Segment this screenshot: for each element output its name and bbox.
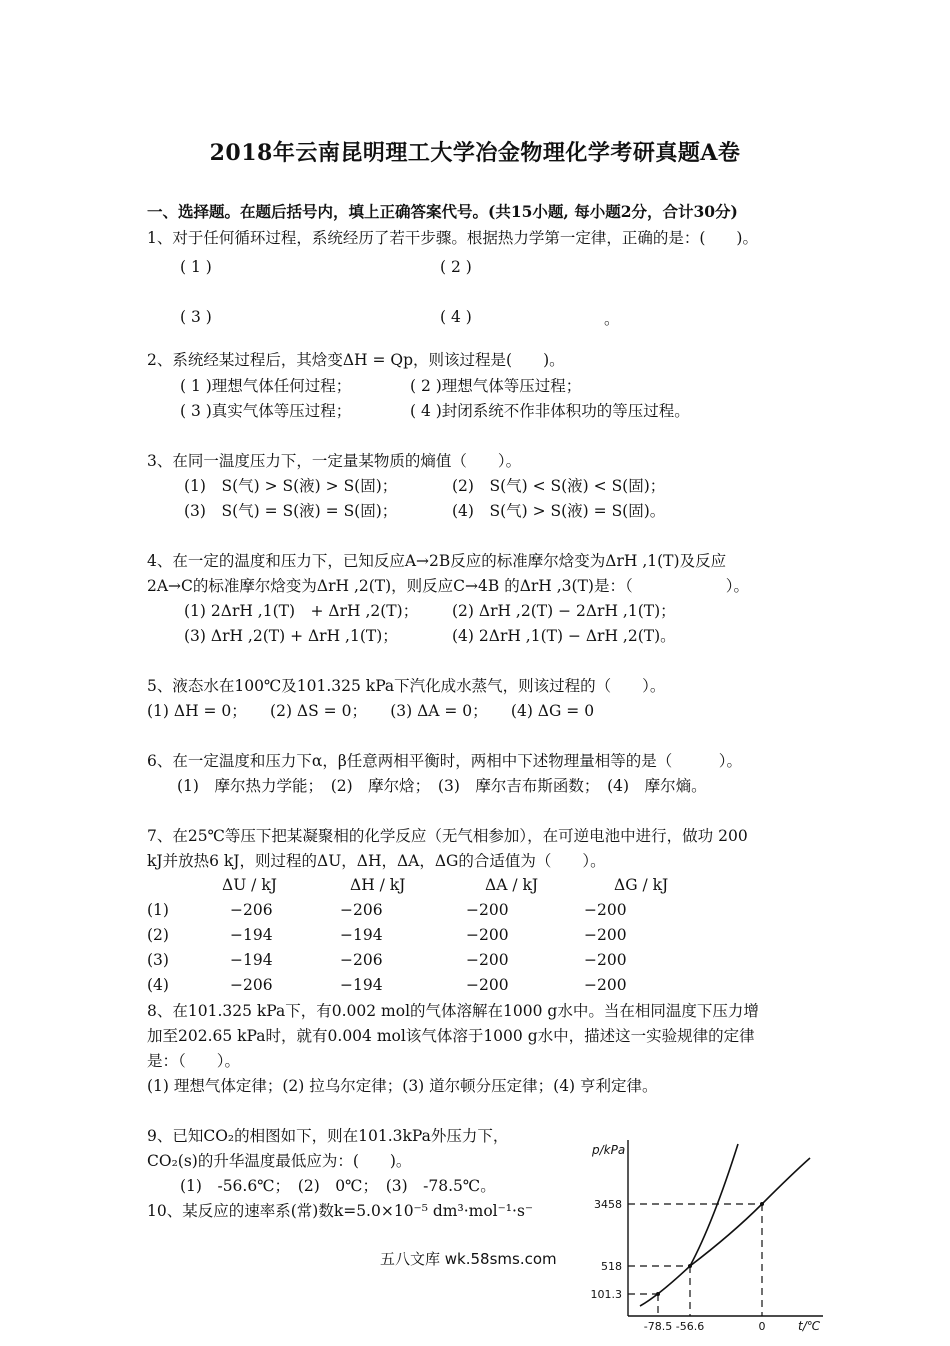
q3-option-1: (1) S(气) > S(液) > S(固)； — [184, 477, 398, 495]
y-axis-label: p/kPa — [592, 1143, 626, 1157]
q2-option-1: ( 1 )理想气体任何过程； — [180, 377, 352, 395]
q6-stem: 6、在一定温度和压力下α，β任意两相平衡时，两相中下述物理量相等的是（ ）。 — [147, 752, 743, 770]
footer-watermark: 五八文库 wk.58sms.com — [380, 1250, 557, 1268]
q4-option-4: (4) 2ΔrH ,1(T) − ΔrH ,2(T)。 — [452, 627, 676, 645]
q4-option-1: (1) 2ΔrH ,1(T) + ΔrH ,2(T)； — [184, 602, 419, 620]
q7-cell: (2) — [147, 926, 169, 944]
y-tick-label: 3458 — [594, 1198, 622, 1211]
q7-cell: −200 — [584, 951, 627, 969]
q1-option-3: ( 3 ) — [180, 308, 212, 326]
q7-cell: −200 — [584, 901, 627, 919]
q5-options: (1) ΔH = 0； (2) ΔS = 0； (3) ΔA = 0； (4) ΔG = 0 — [147, 702, 595, 720]
q7-line-1: 7、在25℃等压下把某凝聚相的化学反应（无气相参加），在可逆电池中进行，做功 200 — [147, 827, 748, 845]
q1-option-4: ( 4 ) — [440, 308, 472, 326]
q1-option-4-tail: 。 — [604, 310, 620, 328]
q8-line-1: 8、在101.325 kPa下，有0.002 mol的气体溶解在1000 g水中。当在相同温度下压力增 — [147, 1002, 759, 1020]
q7-cell: −200 — [466, 951, 509, 969]
q7-cell: −206 — [230, 901, 273, 919]
x-tick-label: 0 — [758, 1320, 766, 1333]
co2-phase-diagram — [578, 1128, 838, 1346]
q2-option-3: ( 3 )真实气体等压过程； — [180, 402, 352, 420]
q3-stem: 3、在同一温度压力下，一定量某物质的熵值（ ）。 — [147, 452, 522, 470]
q7-cell: −194 — [230, 951, 273, 969]
vaporization-curve — [690, 1158, 810, 1266]
x-axis-label: t/℃ — [798, 1319, 821, 1333]
q3-option-3: (3) S(气) = S(液) = S(固)； — [184, 502, 398, 520]
x-tick-label: -56.6 — [675, 1320, 705, 1333]
q7-cell: −200 — [584, 976, 627, 994]
q7-cell: −200 — [466, 901, 509, 919]
q7-header-da: ΔA / kJ — [485, 876, 539, 894]
q7-cell: −200 — [466, 976, 509, 994]
q1-option-1: ( 1 ) — [180, 258, 212, 276]
q7-cell: −194 — [230, 926, 273, 944]
q2-option-2: ( 2 )理想气体等压过程； — [410, 377, 582, 395]
q4-line-2: 2A→C的标准摩尔焓变为ΔrH ,2(T)，则反应C→4B 的ΔrH ,3(T)是：（ ）。 — [147, 577, 749, 595]
q7-cell: (4) — [147, 976, 169, 994]
q5-stem: 5、液态水在100℃及101.325 kPa下汽化成水蒸气，则该过程的（ ）。 — [147, 677, 666, 695]
q2-option-4: ( 4 )封闭系统不作非体积功的等压过程。 — [410, 402, 690, 420]
q7-cell: −206 — [230, 976, 273, 994]
q7-header-dg: ΔG / kJ — [614, 876, 669, 894]
q1-stem: 1、对于任何循环过程，系统经历了若干步骤。根据热力学第一定律，正确的是：( )。 — [147, 229, 758, 247]
q3-option-2: (2) S(气) < S(液) < S(固)； — [452, 477, 666, 495]
q4-line-1: 4、在一定的温度和压力下，已知反应A→2B反应的标准摩尔焓变为ΔrH ,1(T)及反应 — [147, 552, 727, 570]
q8-line-2: 加至202.65 kPa时，就有0.004 mol该气体溶于1000 g水中，描述这一实验规律的定律 — [147, 1027, 755, 1045]
q7-cell: −200 — [584, 926, 627, 944]
q7-header-du: ΔU / kJ — [222, 876, 277, 894]
q4-option-3: (3) ΔrH ,2(T) + ΔrH ,1(T)； — [184, 627, 398, 645]
q6-options: (1) 摩尔热力学能； (2) 摩尔焓； (3) 摩尔吉布斯函数； (4) 摩尔熵。 — [177, 777, 707, 795]
guide-lines — [628, 1202, 764, 1316]
q7-cell: −206 — [340, 951, 383, 969]
sublimation-curve — [640, 1266, 690, 1306]
y-tick-label: 101.3 — [590, 1288, 622, 1301]
x-tick-label: -78.5 — [643, 1320, 673, 1333]
y-tick-label: 518 — [601, 1260, 622, 1273]
q9-line-2: CO₂(s)的升华温度最低应为：( )。 — [147, 1152, 412, 1170]
q8-line-3: 是：（ ）。 — [147, 1052, 241, 1070]
q1-option-2: ( 2 ) — [440, 258, 472, 276]
q4-option-2: (2) ΔrH ,2(T) − 2ΔrH ,1(T)； — [452, 602, 676, 620]
q7-cell: (3) — [147, 951, 169, 969]
q7-cell: −206 — [340, 901, 383, 919]
page-title: 2018年云南昆明理工大学冶金物理化学考研真题A卷 — [209, 140, 741, 166]
q2-stem: 2、系统经某过程后，其焓变ΔH = Qp，则该过程是( )。 — [147, 351, 565, 369]
q7-header-dh: ΔH / kJ — [350, 876, 406, 894]
q3-option-4: (4) S(气) > S(液) = S(固)。 — [452, 502, 666, 520]
q8-options: (1) 理想气体定律；(2) 拉乌尔定律；(3) 道尔顿分压定律；(4) 亨利定律。 — [147, 1077, 658, 1095]
q10-line-1: 10、某反应的速率系(常)数k=5.0×10⁻⁵ dm³·mol⁻¹·s⁻ — [147, 1202, 534, 1220]
q7-cell: −200 — [466, 926, 509, 944]
q9-line-1: 9、已知CO₂的相图如下，则在101.3kPa外压力下， — [147, 1127, 509, 1145]
q7-line-2: kJ并放热6 kJ，则过程的ΔU，ΔH，ΔA，ΔG的合适值为（ ）。 — [147, 852, 606, 870]
q7-cell: −194 — [340, 976, 383, 994]
q9-options: (1) -56.6℃； (2) 0℃； (3) -78.5℃。 — [180, 1177, 496, 1195]
q7-cell: (1) — [147, 901, 169, 919]
q7-cell: −194 — [340, 926, 383, 944]
section-heading: 一、选择题。在题后括号内，填上正确答案代号。(共15小题, 每小题2分，合计30分) — [147, 202, 738, 221]
